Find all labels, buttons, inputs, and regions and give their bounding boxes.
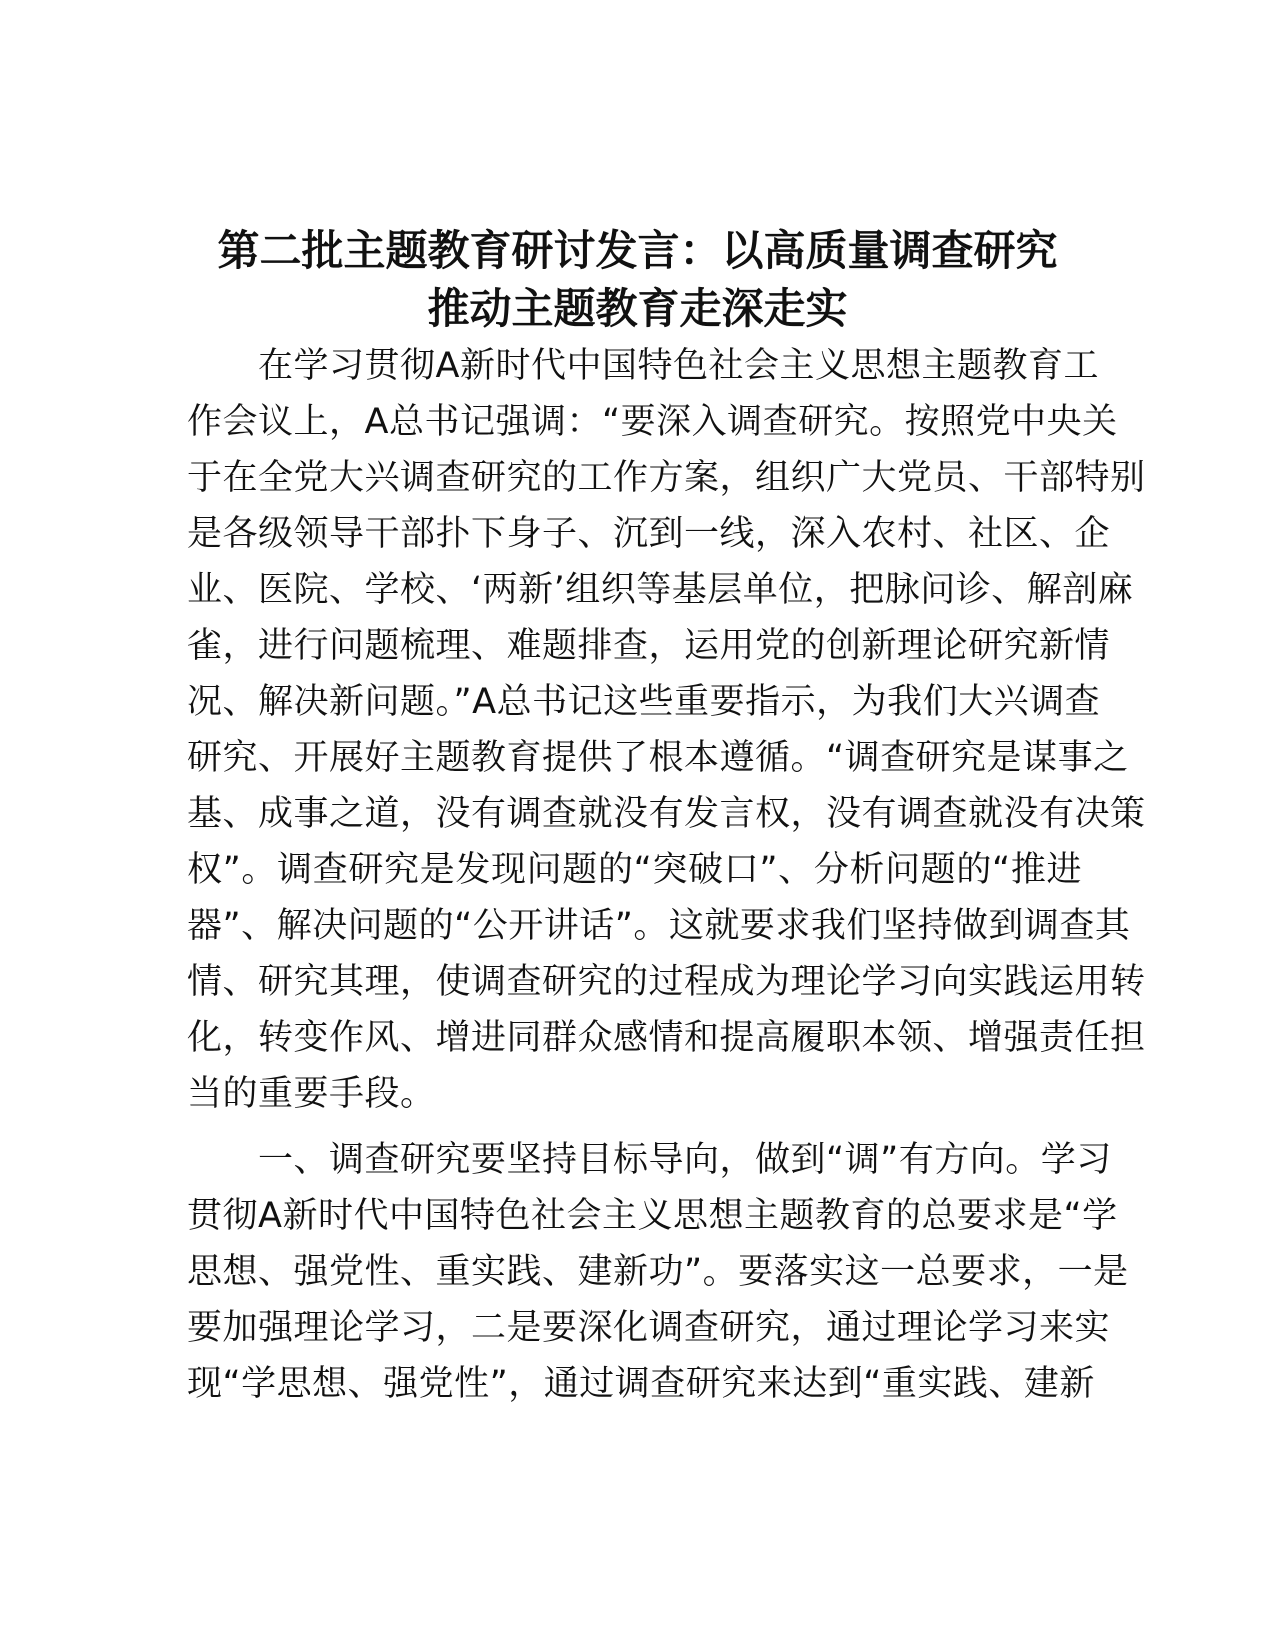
paragraph-line: 在学习贯彻A新时代中国特色社会主义思想主题教育工 — [187, 346, 1099, 386]
paragraph-line: 雀，进行问题梳理、难题排查，运用党的创新理论研究新情 — [187, 626, 1111, 666]
paragraph-line: 器”、解决问题的“公开讲话”。这就要求我们坚持做到调查其 — [187, 906, 1131, 946]
paragraph-line: 是各级领导干部扑下身子、沉到一线，深入农村、社区、企 — [187, 514, 1111, 554]
paragraph-line: 现“学思想、强党性”，通过调查研究来达到“重实践、建新 — [187, 1364, 1095, 1404]
paragraph-line: 情、研究其理，使调查研究的过程成为理论学习向实践运用转 — [187, 962, 1146, 1002]
paragraph-line: 要加强理论学习，二是要深化调查研究，通过理论学习来实 — [187, 1308, 1111, 1348]
paragraph-line: 业、医院、学校、‘两新’组织等基层单位，把脉问诊、解剖麻 — [187, 570, 1134, 610]
paragraph-line: 权”。调查研究是发现问题的“突破口”、分析问题的“推进 — [187, 850, 1082, 890]
paragraph-line: 化，转变作风、增进同群众感情和提高履职本领、增强责任担 — [187, 1018, 1146, 1058]
paragraph-line: 作会议上，A总书记强调：“要深入调查研究。按照党中央关 — [187, 402, 1118, 442]
paragraph-line: 一、调查研究要坚持目标导向，做到“调”有方向。学习 — [187, 1140, 1112, 1180]
paragraph-line: 当的重要手段。 — [187, 1074, 436, 1114]
paragraph-line: 思想、强党性、重实践、建新功”。要落实这一总要求，一是 — [187, 1252, 1129, 1292]
paragraph-line: 于在全党大兴调查研究的工作方案，组织广大党员、干部特别 — [187, 458, 1146, 498]
paragraph-line: 研究、开展好主题教育提供了根本遵循。“调查研究是谋事之 — [187, 738, 1129, 778]
document-title-line-1: 第二批主题教育研讨发言：以高质量调查研究 — [217, 226, 1058, 275]
paragraph-line: 况、解决新问题。”A总书记这些重要指示，为我们大兴调查 — [187, 682, 1101, 722]
paragraph-line: 贯彻A新时代中国特色社会主义思想主题教育的总要求是“学 — [187, 1196, 1118, 1236]
paragraph-line: 基、成事之道，没有调查就没有发言权，没有调查就没有决策 — [187, 794, 1146, 834]
document-title-line-2: 推动主题教育走深走实 — [427, 284, 848, 333]
